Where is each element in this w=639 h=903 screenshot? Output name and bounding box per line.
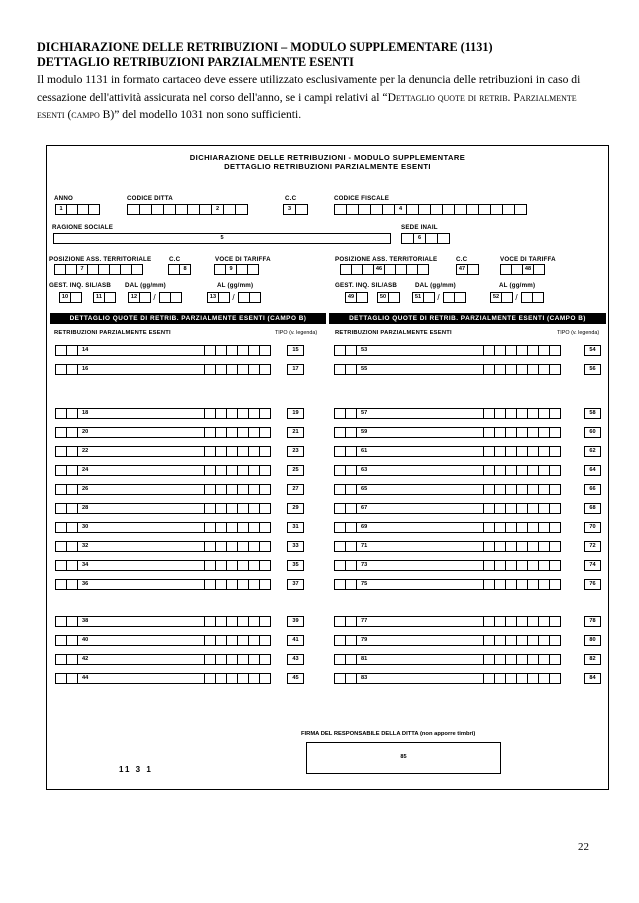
tipo-cell[interactable]: 76 xyxy=(584,579,601,590)
amount-cell[interactable]: 18 xyxy=(77,408,205,419)
amount-cell[interactable] xyxy=(259,560,271,571)
input-cell[interactable]: 6 xyxy=(413,233,426,244)
input-cell[interactable] xyxy=(131,264,143,275)
amount-cell[interactable]: 73 xyxy=(356,560,484,571)
input-cell[interactable]: 49 xyxy=(345,292,357,303)
entry-row-right xyxy=(334,503,601,514)
cc-left-cells[interactable] xyxy=(168,264,190,275)
amount-cell[interactable]: 65 xyxy=(356,484,484,495)
form-title-1: DICHIARAZIONE DELLE RETRIBUZIONI - MODULO SUPPLEMENTARE xyxy=(189,153,466,162)
label-al-right: AL (gg/mm) xyxy=(499,282,536,289)
label-dal-left: DAL (gg/mm) xyxy=(125,282,166,289)
entry-row-left xyxy=(55,616,304,627)
tipo-cell[interactable]: 56 xyxy=(584,364,601,375)
label-gest-right: GEST. INQ. SIL/ASB xyxy=(335,282,398,289)
amount-cell[interactable]: 83 xyxy=(356,673,484,684)
input-cell[interactable] xyxy=(467,264,479,275)
input-cell[interactable]: 1 xyxy=(55,204,67,215)
amount-cell[interactable] xyxy=(259,503,271,514)
input-cell[interactable]: 48 xyxy=(522,264,534,275)
tipo-cell[interactable]: 68 xyxy=(584,503,601,514)
amount-cell[interactable] xyxy=(259,673,271,684)
date-slash: / xyxy=(437,293,440,302)
entry-row-right xyxy=(334,541,601,552)
input-cell[interactable]: 13 xyxy=(207,292,219,303)
gest-left-b[interactable] xyxy=(93,292,115,303)
input-cell[interactable] xyxy=(295,204,308,215)
amount-cell[interactable] xyxy=(549,345,561,356)
tipo-cell[interactable]: 27 xyxy=(287,484,304,495)
tipo-cell[interactable]: 15 xyxy=(287,345,304,356)
amount-cell[interactable] xyxy=(259,522,271,533)
tipo-cell[interactable]: 70 xyxy=(584,522,601,533)
entry-row-right xyxy=(334,465,601,476)
form-title-2: DETTAGLIO RETRIBUZIONI PARZIALMENTE ESENTI xyxy=(224,162,431,171)
entry-row-left xyxy=(55,465,304,476)
entry-row-right xyxy=(334,616,601,627)
entry-row-left xyxy=(55,522,304,533)
entry-row-left xyxy=(55,541,304,552)
entry-row-left xyxy=(55,503,304,514)
tipo-cell[interactable]: 29 xyxy=(287,503,304,514)
amount-cell[interactable] xyxy=(259,541,271,552)
entry-row-right xyxy=(334,446,601,457)
entry-row-left xyxy=(55,427,304,438)
label-gest-left: GEST. INQ. SIL/ASB xyxy=(49,282,112,289)
input-cell[interactable]: 12 xyxy=(128,292,140,303)
firma-field[interactable] xyxy=(306,742,501,774)
amount-cell[interactable]: 42 xyxy=(77,654,205,665)
entry-row-right xyxy=(334,364,601,375)
intro-text-a: Il modulo 1131 in formato cartaceo deve essere utilizzato esclusivamente per la denuncia delle retribuzioni in caso di cessazione dell'attività assicurata nel corso dell'anno, se i campi relativi al “ xyxy=(37,73,581,104)
input-cell[interactable] xyxy=(532,292,544,303)
input-cell[interactable]: 46 xyxy=(373,264,385,275)
amount-cell[interactable]: 63 xyxy=(356,465,484,476)
amount-cell[interactable] xyxy=(549,427,561,438)
entry-row-right xyxy=(334,560,601,571)
amount-cell[interactable] xyxy=(259,579,271,590)
label-cc-right: C.C xyxy=(456,256,468,263)
entry-row-right xyxy=(334,673,601,684)
amount-cell[interactable]: 44 xyxy=(77,673,205,684)
label-posizione-left: POSIZIONE ASS. TERRITORIALE xyxy=(49,256,152,263)
tipo-cell[interactable]: 78 xyxy=(584,616,601,627)
amount-cell[interactable]: 36 xyxy=(77,579,205,590)
label-anno: ANNO xyxy=(54,195,74,202)
amount-cell[interactable]: 24 xyxy=(77,465,205,476)
sede-inail-cells[interactable] xyxy=(401,233,449,244)
label-cc: C.C xyxy=(285,195,297,202)
amount-cell[interactable]: 40 xyxy=(77,635,205,646)
col-head-right: RETRIBUZIONI PARZIALMENTE ESENTI xyxy=(335,330,452,336)
codice-fiscale-cells[interactable] xyxy=(334,204,526,215)
label-al-left: AL (gg/mm) xyxy=(217,282,254,289)
amount-cell[interactable]: 61 xyxy=(356,446,484,457)
input-cell[interactable] xyxy=(533,264,545,275)
input-cell[interactable]: 51 xyxy=(412,292,424,303)
input-cell[interactable]: 47 xyxy=(456,264,468,275)
amount-cell[interactable]: 32 xyxy=(77,541,205,552)
amount-cell[interactable]: 67 xyxy=(356,503,484,514)
tipo-cell[interactable]: 23 xyxy=(287,446,304,457)
amount-cell[interactable]: 14 xyxy=(77,345,205,356)
amount-cell[interactable] xyxy=(549,673,561,684)
entry-row-left xyxy=(55,408,304,419)
intro-section xyxy=(37,40,597,124)
input-cell[interactable]: 9 xyxy=(225,264,237,275)
input-cell[interactable] xyxy=(247,264,259,275)
amount-cell[interactable]: 20 xyxy=(77,427,205,438)
amount-cell[interactable]: 28 xyxy=(77,503,205,514)
input-cell[interactable]: 10 xyxy=(59,292,71,303)
tipo-cell[interactable]: 54 xyxy=(584,345,601,356)
tipo-cell[interactable]: 39 xyxy=(287,616,304,627)
entry-row-right xyxy=(334,522,601,533)
voce-right-cells[interactable] xyxy=(500,264,544,275)
amount-cell[interactable] xyxy=(549,616,561,627)
amount-cell[interactable] xyxy=(259,345,271,356)
tipo-left: TIPO (v. legenda) xyxy=(275,330,318,336)
amount-cell[interactable]: 59 xyxy=(356,427,484,438)
input-cell[interactable] xyxy=(235,204,248,215)
firma-field-number: 85 xyxy=(400,754,407,760)
entry-row-right xyxy=(334,654,601,665)
label-voce-left: VOCE DI TARIFFA xyxy=(215,256,271,263)
entry-row-right xyxy=(334,408,601,419)
form-code: 11 3 1 xyxy=(119,765,153,774)
amount-cell[interactable]: 34 xyxy=(77,560,205,571)
input-cell[interactable]: 8 xyxy=(179,264,191,275)
amount-cell[interactable]: 38 xyxy=(77,616,205,627)
label-voce-right: VOCE DI TARIFFA xyxy=(500,256,556,263)
amount-cell[interactable] xyxy=(549,541,561,552)
tipo-cell[interactable]: 17 xyxy=(287,364,304,375)
label-cc-left: C.C xyxy=(169,256,181,263)
input-cell[interactable] xyxy=(104,292,116,303)
amount-cell[interactable]: 57 xyxy=(356,408,484,419)
dettaglio-bar-left: DETTAGLIO QUOTE DI RETRIB. PARZIALMENTE ESENTI (CAMPO B) xyxy=(50,313,326,324)
amount-cell[interactable]: 69 xyxy=(356,522,484,533)
input-cell[interactable] xyxy=(170,292,182,303)
label-ragione-sociale: RAGIONE SOCIALE xyxy=(52,224,114,231)
input-cell[interactable]: 7 xyxy=(76,264,88,275)
intro-text-b: B)” del modello 1031 non sono sufficienti. xyxy=(99,108,302,121)
tipo-cell[interactable]: 21 xyxy=(287,427,304,438)
amount-cell[interactable]: 71 xyxy=(356,541,484,552)
tipo-cell[interactable]: 58 xyxy=(584,408,601,419)
entry-row-right xyxy=(334,635,601,646)
amount-cell[interactable] xyxy=(549,654,561,665)
gest-left-a[interactable] xyxy=(59,292,81,303)
entry-row-left xyxy=(55,560,304,571)
dal-left-cells[interactable] xyxy=(128,292,181,303)
input-cell[interactable] xyxy=(437,233,450,244)
amount-cell[interactable]: 79 xyxy=(356,635,484,646)
entry-row-left xyxy=(55,484,304,495)
amount-cell[interactable] xyxy=(259,427,271,438)
tipo-cell[interactable]: 35 xyxy=(287,560,304,571)
input-cell[interactable] xyxy=(249,292,261,303)
tipo-cell[interactable]: 74 xyxy=(584,560,601,571)
entry-row-left xyxy=(55,446,304,457)
entry-row-left xyxy=(55,635,304,646)
tipo-cell[interactable]: 41 xyxy=(287,635,304,646)
date-slash: / xyxy=(232,293,235,302)
amount-cell[interactable] xyxy=(259,465,271,476)
label-dal-right: DAL (gg/mm) xyxy=(415,282,456,289)
amount-cell[interactable] xyxy=(259,635,271,646)
input-cell[interactable]: 52 xyxy=(490,292,502,303)
input-cell[interactable] xyxy=(388,292,400,303)
amount-cell[interactable]: 22 xyxy=(77,446,205,457)
tipo-cell[interactable]: 19 xyxy=(287,408,304,419)
intro-text-smallcaps: Dettaglio quote di retrib. Parzialmente esenti (campo xyxy=(37,90,577,121)
amount-cell[interactable] xyxy=(549,465,561,476)
entry-row-right xyxy=(334,579,601,590)
dettaglio-bar-right: DETTAGLIO QUOTE DI RETRIB. PARZIALMENTE ESENTI (CAMPO B) xyxy=(329,313,606,324)
amount-cell[interactable] xyxy=(259,654,271,665)
gest-right-b[interactable] xyxy=(377,292,399,303)
amount-cell[interactable]: 55 xyxy=(356,364,484,375)
input-cell[interactable] xyxy=(514,204,527,215)
amount-cell[interactable] xyxy=(259,484,271,495)
amount-cell[interactable]: 30 xyxy=(77,522,205,533)
amount-cell[interactable] xyxy=(549,446,561,457)
amount-cell[interactable]: 26 xyxy=(77,484,205,495)
tipo-cell[interactable]: 66 xyxy=(584,484,601,495)
tipo-cell[interactable]: 33 xyxy=(287,541,304,552)
tipo-right: TIPO (v. legenda) xyxy=(557,330,600,336)
entry-row-right xyxy=(334,427,601,438)
amount-cell[interactable] xyxy=(549,560,561,571)
amount-cell[interactable] xyxy=(549,579,561,590)
ragione-sociale-field[interactable]: 5 xyxy=(53,233,391,244)
form-1131 xyxy=(46,145,609,790)
amount-cell[interactable] xyxy=(549,408,561,419)
entry-row-left xyxy=(55,673,304,684)
entry-row-left xyxy=(55,579,304,590)
voce-left-cells[interactable] xyxy=(214,264,258,275)
tipo-cell[interactable]: 25 xyxy=(287,465,304,476)
firma-label: FIRMA DEL RESPONSABILE DELLA DITTA (non apporre timbri) xyxy=(301,731,476,737)
tipo-cell[interactable]: 62 xyxy=(584,446,601,457)
tipo-cell[interactable]: 31 xyxy=(287,522,304,533)
amount-cell[interactable]: 81 xyxy=(356,654,484,665)
date-slash: / xyxy=(153,293,156,302)
gest-right-a[interactable] xyxy=(345,292,367,303)
tipo-cell[interactable]: 64 xyxy=(584,465,601,476)
amount-cell[interactable] xyxy=(549,484,561,495)
posizione-left-cells[interactable] xyxy=(54,264,142,275)
al-right-cells[interactable] xyxy=(490,292,543,303)
amount-cell[interactable]: 77 xyxy=(356,616,484,627)
entry-row-right xyxy=(334,484,601,495)
input-cell[interactable] xyxy=(454,292,466,303)
amount-cell[interactable] xyxy=(259,446,271,457)
label-sede-inail: SEDE INAIL xyxy=(401,224,438,231)
page-number: 22 xyxy=(578,841,589,853)
tipo-cell[interactable]: 72 xyxy=(584,541,601,552)
input-cell[interactable]: 3 xyxy=(283,204,296,215)
amount-cell[interactable] xyxy=(549,635,561,646)
cc-cells[interactable] xyxy=(283,204,307,215)
amount-cell[interactable]: 53 xyxy=(356,345,484,356)
codice-ditta-cells[interactable] xyxy=(127,204,247,215)
amount-cell[interactable] xyxy=(259,364,271,375)
tipo-cell[interactable]: 60 xyxy=(584,427,601,438)
cc-right-cells[interactable] xyxy=(456,264,478,275)
input-cell[interactable]: 4 xyxy=(394,204,407,215)
col-head-left: RETRIBUZIONI PARZIALMENTE ESENTI xyxy=(54,330,171,336)
input-cell[interactable] xyxy=(88,204,100,215)
amount-cell[interactable]: 75 xyxy=(356,579,484,590)
amount-cell[interactable] xyxy=(259,408,271,419)
tipo-cell[interactable]: 45 xyxy=(287,673,304,684)
input-cell[interactable] xyxy=(417,264,429,275)
anno-cells[interactable] xyxy=(55,204,99,215)
intro-paragraph xyxy=(37,71,597,124)
input-cell[interactable]: 2 xyxy=(211,204,224,215)
date-slash: / xyxy=(515,293,518,302)
tipo-cell[interactable]: 80 xyxy=(584,635,601,646)
amount-cell[interactable] xyxy=(259,616,271,627)
amount-cell[interactable]: 16 xyxy=(77,364,205,375)
input-cell[interactable] xyxy=(356,292,368,303)
entry-row-left xyxy=(55,654,304,665)
label-posizione-right: POSIZIONE ASS. TERRITORIALE xyxy=(335,256,438,263)
al-left-cells[interactable] xyxy=(207,292,260,303)
input-cell[interactable]: 11 xyxy=(93,292,105,303)
tipo-cell[interactable]: 37 xyxy=(287,579,304,590)
entry-row-left xyxy=(55,364,304,375)
input-cell[interactable]: 50 xyxy=(377,292,389,303)
amount-cell[interactable] xyxy=(549,522,561,533)
tipo-cell[interactable]: 43 xyxy=(287,654,304,665)
tipo-cell[interactable]: 84 xyxy=(584,673,601,684)
amount-cell[interactable] xyxy=(549,364,561,375)
tipo-cell[interactable]: 82 xyxy=(584,654,601,665)
heading-1: DICHIARAZIONE DELLE RETRIBUZIONI – MODULO SUPPLEMENTARE (1131) xyxy=(37,40,493,54)
entry-row-left xyxy=(55,345,304,356)
input-cell[interactable] xyxy=(70,292,82,303)
entry-row-right xyxy=(334,345,601,356)
label-codice-ditta: CODICE DITTA xyxy=(127,195,173,202)
posizione-right-cells[interactable] xyxy=(340,264,428,275)
label-codice-fiscale: CODICE FISCALE xyxy=(334,195,390,202)
heading-2: DETTAGLIO RETRIBUZIONI PARZIALMENTE ESENTI xyxy=(37,55,354,69)
dal-right-cells[interactable] xyxy=(412,292,465,303)
amount-cell[interactable] xyxy=(549,503,561,514)
